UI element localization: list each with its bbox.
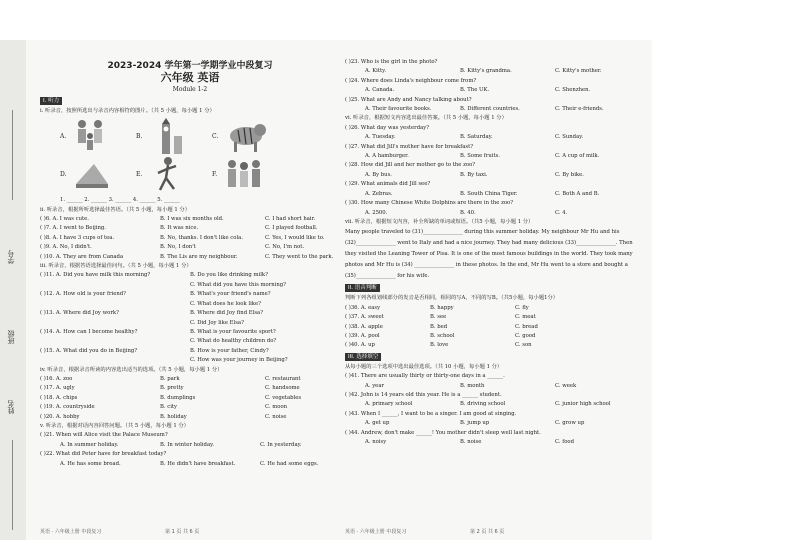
question-row	[345, 133, 645, 142]
answer-option[interactable]	[60, 431, 160, 440]
question-group	[345, 58, 645, 114]
answer-option[interactable]: B. Kitty's grandma.	[460, 68, 512, 75]
question-row	[345, 86, 645, 95]
picture-e	[136, 156, 212, 194]
question-text	[345, 67, 365, 76]
question-text: ( )28. How did Jill and her mother go to the zoo?	[345, 162, 476, 169]
question-text	[345, 105, 365, 114]
exam-grade: 六年级 英语	[160, 71, 220, 85]
question-row	[345, 341, 645, 350]
question-text: ( )7. A. I went to Beijing.	[40, 225, 106, 232]
answer-option[interactable]: B. By taxi.	[460, 171, 488, 178]
answer-option[interactable]: A. Canada.	[365, 87, 395, 94]
footer-left-page: 第 1 页 共 6 页	[165, 529, 200, 535]
answer-option[interactable]: B. In winter holiday.	[160, 441, 215, 448]
answer-option[interactable]: C. I played football.	[265, 225, 318, 232]
answer-option[interactable]: C. Did Joy like Elsa?	[190, 319, 244, 326]
answer-option[interactable]: C. Their e-friends.	[555, 106, 604, 113]
question-text	[345, 400, 365, 409]
instruction-part-ii: ii. 听录音，根据所听选择最佳答语。（共 5 小题，每小题 1 分）	[40, 206, 191, 213]
instruction-part-vii: vii. 听录音，根据短文内容，补全所缺的单词或短语。（共5 小题，每小题 1 分）	[345, 218, 534, 225]
question-row	[40, 290, 370, 299]
question-text: ( )42. John is 14 years old this year. He is a ______ student.	[345, 391, 502, 398]
section-listening: I. 听力	[40, 97, 62, 105]
question-row	[345, 332, 645, 341]
answer-option[interactable]: B. No, thanks. I don't like cola.	[160, 234, 243, 241]
question-text: ( )11. A. Did you have milk this morning?	[40, 272, 151, 279]
question-row	[345, 313, 645, 322]
question-row	[40, 460, 370, 469]
answer-option[interactable]: C. moon	[265, 404, 288, 411]
answer-option[interactable]: B. driving school	[460, 401, 506, 408]
answer-option[interactable]	[160, 450, 260, 459]
answer-option[interactable]: B. month	[460, 382, 485, 389]
question-row	[40, 309, 370, 318]
question-row	[345, 391, 645, 400]
question-row	[345, 410, 645, 419]
question-text	[40, 356, 190, 365]
answer-option[interactable]: B. Where did Joy find Elsa?	[190, 310, 264, 317]
answer-option[interactable]: C. 4.	[555, 209, 568, 216]
answer-option[interactable]: C. What do healthy children do?	[190, 338, 277, 345]
question-row	[40, 281, 370, 290]
question-group	[40, 215, 370, 262]
answer-option[interactable]: B. school	[430, 332, 455, 339]
question-text: ( )24. Where does Linda's neighbour come from?	[345, 77, 477, 84]
picture-letter: D.	[60, 171, 67, 179]
answer-option[interactable]: B. 40.	[460, 209, 476, 216]
question-row	[40, 384, 370, 393]
question-text: ( )10. A. They are from Canada	[40, 253, 124, 260]
answer-option[interactable]: C. Both A and B.	[555, 190, 600, 197]
answer-option[interactable]: A. Their favourite books.	[365, 106, 432, 113]
answer-option[interactable]: B. No, I don't	[160, 244, 196, 251]
answer-option[interactable]: C. By bike.	[555, 171, 584, 178]
question-text: ( )9. A. No, I didn't.	[40, 244, 92, 251]
answer-option[interactable]: B. pretty	[160, 385, 184, 392]
answer-option[interactable]: B. happy	[430, 304, 454, 311]
answer-option[interactable]: B. bed	[430, 323, 448, 330]
question-text: ( )6. A. I was cute.	[40, 216, 89, 223]
question-row	[345, 400, 645, 409]
instruction-phonetics: 判断下列各组划线部分的发音是否相同，相同的写A，不同的写B。（共5小题，每小题1分）	[345, 295, 559, 302]
question-row	[40, 356, 370, 365]
answer-blanks[interactable]: 1. ______ 2. ______ 3. ______ 4. ______ 5. ______	[60, 197, 180, 204]
answer-option[interactable]: C. noise	[265, 413, 287, 420]
answer-option[interactable]: B. He didn't have breakfast.	[160, 460, 236, 467]
question-text	[345, 382, 365, 391]
question-row	[345, 372, 645, 381]
question-text: ( )40. A. up	[345, 342, 375, 349]
question-text: ( )8. A. I have 3 cups of tea.	[40, 234, 115, 241]
answer-option[interactable]: B. city	[160, 404, 178, 411]
question-text	[40, 300, 190, 309]
question-text: ( )16. A. zoo	[40, 375, 73, 382]
answer-option[interactable]: C. How was your journey in Beijing?	[190, 357, 288, 364]
running-boy-icon	[148, 156, 188, 192]
binding-margin	[0, 40, 26, 540]
answer-option[interactable]: C. A cup of milk.	[555, 153, 600, 160]
question-row	[345, 323, 645, 332]
question-row	[40, 403, 370, 412]
answer-option[interactable]: A. get up	[365, 420, 390, 427]
question-text	[40, 460, 60, 469]
question-text: ( )15. A. What did you do in Beijing?	[40, 347, 138, 354]
children-group-icon	[224, 156, 264, 192]
answer-option[interactable]: B. I was six months old.	[160, 216, 224, 223]
question-row	[40, 413, 370, 422]
question-text: ( )19. A. countryside	[40, 404, 95, 411]
question-row	[345, 143, 645, 152]
question-row	[40, 271, 370, 280]
question-row	[40, 215, 370, 224]
question-row	[345, 382, 645, 391]
footer-right: 英语 · 六年级上册 中段复习	[345, 529, 407, 535]
answer-option[interactable]: C. handsome	[265, 385, 300, 392]
cloze-passage: Many people traveled to (31)_______________ during this summer holiday. My neighbour Mr Hu and his (32)_______________ went to Italy and had a nice journey. They had many delicious (33)_______________. Then they visited the Leaning Tower of Pisa. It is one of the most famous buildings in the world. They took many photos and Mr Hu is (34) _______________ in these photos. In the end, Mr Hu went to a store and bought a (35)_______________ for his wife.	[345, 229, 633, 280]
question-row	[40, 328, 370, 337]
answer-option[interactable]: C. No, I'm not.	[265, 244, 305, 251]
answer-option[interactable]: A. Tuesday.	[365, 134, 396, 141]
answer-option[interactable]: A. In summer holiday.	[60, 441, 119, 448]
answer-option[interactable]: A. year	[365, 382, 385, 389]
instruction-multiple-choice: 从每小题的三个选项中选出最佳选项。（共 10 小题，每小题 1 分）	[345, 363, 503, 370]
question-row	[345, 304, 645, 313]
question-row	[345, 152, 645, 161]
question-text	[345, 152, 365, 161]
question-text	[345, 171, 365, 180]
answer-option[interactable]: C. vegetables	[265, 394, 302, 401]
instruction-part-v: v. 听录音，根据对话内容回答问题。（共 5 小题，每小题 1 分）	[40, 422, 189, 429]
answer-option[interactable]: C. son	[515, 342, 532, 349]
question-text	[345, 209, 365, 218]
question-text: ( )43. When I ______, I want to be a singer. I am good at singing.	[345, 410, 517, 417]
question-row	[40, 394, 370, 403]
question-text: ( )12. A. How old is your friend?	[40, 291, 126, 298]
binding-line	[12, 440, 13, 530]
sandwich-icon	[72, 156, 112, 192]
section-multiple-choice: III. 选择填空	[345, 353, 381, 361]
question-text	[345, 419, 365, 428]
question-text: ( )18. A. chips	[40, 394, 78, 401]
instruction-part-i: i. 听录音，按照所选出与录音内容相符的图片。（共 5 小题，每小题 1 分）	[40, 107, 215, 114]
answer-option[interactable]: B. Saturday.	[460, 134, 493, 141]
answer-option[interactable]: C. He had some eggs.	[260, 460, 319, 467]
answer-option[interactable]: B. The Lis are my neighbour.	[160, 253, 238, 260]
answer-option[interactable]: B. South China Tiger.	[460, 190, 518, 197]
answer-option[interactable]: B. jump up	[460, 420, 490, 427]
answer-option[interactable]: B. Different countries.	[460, 106, 520, 113]
picture-grid	[60, 118, 290, 194]
answer-option[interactable]: C. good	[515, 332, 536, 339]
question-text: ( )20. A. hobby	[40, 413, 80, 420]
question-row	[345, 77, 645, 86]
footer-right-page: 第 2 页 共 6 页	[470, 529, 505, 535]
question-group	[40, 271, 370, 365]
question-row	[345, 190, 645, 199]
answer-option[interactable]: B. It was nice.	[160, 225, 199, 232]
answer-option[interactable]: A. He has some bread.	[60, 460, 121, 467]
picture-c	[212, 118, 288, 156]
answer-option[interactable]: B. The UK.	[460, 87, 490, 94]
answer-option[interactable]: C. What did you have this morning?	[190, 281, 287, 288]
instruction-part-iv: iv. 听录音，根据录音所读的内容选出适当的选项。（共 5 小题，每小题 1 分）	[40, 366, 223, 373]
question-group	[345, 124, 645, 218]
answer-option[interactable]: B. What's your friend's name?	[190, 291, 271, 298]
answer-option[interactable]: B. dumplings	[160, 394, 196, 401]
question-text: ( )13. A. Where did Joy work?	[40, 310, 119, 317]
family-icon	[72, 118, 112, 154]
big-ben-icon	[148, 118, 188, 154]
question-text	[345, 86, 365, 95]
answer-option[interactable]: B. see	[430, 314, 447, 321]
answer-option[interactable]: C. junior high school	[555, 401, 611, 408]
question-text: ( )39. A. pool	[345, 332, 380, 339]
answer-option[interactable]: A. primary school	[365, 401, 413, 408]
binding-label-name: 姓名	[7, 400, 15, 414]
question-row	[345, 58, 645, 67]
question-row	[40, 234, 370, 243]
answer-option[interactable]: B. park	[160, 375, 180, 382]
question-row	[40, 224, 370, 233]
question-row	[40, 375, 370, 384]
question-row	[345, 161, 645, 170]
binding-label-class: 班级	[7, 330, 15, 344]
question-row	[40, 319, 370, 328]
question-text	[40, 337, 190, 346]
picture-letter: E.	[136, 171, 143, 179]
question-text	[40, 281, 190, 290]
picture-letter: F.	[212, 171, 218, 179]
instruction-part-iii: iii. 听录音，根据答语选择最佳问句。（共 5 小题，每小题 1 分）	[40, 263, 192, 270]
answer-option[interactable]	[60, 450, 160, 459]
question-text: ( )25. What are Andy and Nancy talking about?	[345, 96, 472, 103]
question-row	[345, 209, 645, 218]
question-text: ( )29. What animals did Jill see?	[345, 181, 431, 188]
answer-option[interactable]: C. bread	[515, 323, 538, 330]
question-text: ( )23. Who is the girl in the photo?	[345, 59, 438, 65]
right-column	[345, 58, 645, 447]
binding-line	[12, 110, 13, 200]
picture-f	[212, 156, 288, 194]
question-text: ( )17. A. ugly	[40, 385, 75, 392]
answer-option[interactable]: A. 2500.	[365, 209, 388, 216]
answer-option[interactable]: C. Kitty's mother.	[555, 68, 602, 75]
question-text	[345, 438, 365, 447]
question-text: ( )21. When will Alice visit the Palace Museum?	[40, 432, 168, 439]
answer-option[interactable]: A. A hamburger.	[365, 153, 409, 160]
picture-letter: B.	[136, 133, 143, 141]
question-text	[40, 319, 190, 328]
answer-option[interactable]: C. restaurant	[265, 375, 301, 382]
answer-option[interactable]: C. In yesterday.	[260, 441, 302, 448]
answer-option[interactable]: A. By bus.	[365, 171, 392, 178]
answer-option[interactable]: C. Yes, I would like to.	[265, 234, 325, 241]
question-row	[345, 96, 645, 105]
answer-option[interactable]: C. meat	[515, 314, 536, 321]
question-row	[345, 124, 645, 133]
question-row	[345, 171, 645, 180]
footer-left: 英语 · 六年级上册 中段复习	[40, 529, 102, 535]
question-row	[40, 450, 370, 459]
question-row	[40, 253, 370, 262]
question-text	[40, 441, 60, 450]
answer-option[interactable]: B. holiday	[160, 413, 187, 420]
question-text: ( )14. A. How can I become healthy?	[40, 328, 138, 335]
question-text: ( )37. A. sweet	[345, 314, 384, 321]
answer-option[interactable]: C. week	[555, 382, 577, 389]
answer-option[interactable]: C. Sunday.	[555, 134, 584, 141]
question-text: ( )27. What did Jill's mother have for breakfast?	[345, 143, 474, 150]
answer-option[interactable]: C. food	[555, 439, 574, 445]
question-text: ( )41. There are usually thirty or thirty-one days in a ______.	[345, 373, 505, 380]
picture-letter: A.	[60, 133, 67, 141]
question-row	[40, 337, 370, 346]
binding-label-number: 学号	[7, 250, 15, 264]
answer-option[interactable]: C. I had short hair.	[265, 216, 316, 223]
exam-title: 2023-2024 学年第一学期学业中段复习	[107, 61, 273, 71]
question-row	[40, 243, 370, 252]
answer-option[interactable]: C. They went to the park.	[265, 253, 334, 260]
answer-option[interactable]: C. grow up	[555, 420, 585, 427]
answer-option[interactable]: B. Do you like drinking milk?	[190, 272, 268, 279]
question-row	[345, 429, 645, 438]
instruction-part-vi: vi. 听录音，根据短文内容选出最佳答案。（共 5 小题，每小题 1 分）	[345, 115, 507, 122]
answer-option[interactable]: A. noisy	[365, 439, 387, 445]
question-text: ( )30. How many Chinese White Dolphins are there in the zoo?	[345, 200, 514, 207]
answer-option[interactable]: B. What is your favourite sport?	[190, 328, 276, 335]
question-text	[345, 133, 365, 142]
answer-option[interactable]: C. Shenzhen.	[555, 87, 591, 94]
question-text: ( )26. What day was yesterday?	[345, 124, 430, 131]
question-row	[345, 419, 645, 428]
section-phonetics: II. 语音判断	[345, 284, 380, 292]
picture-letter: C.	[212, 133, 219, 141]
picture-d	[60, 156, 136, 194]
answer-option[interactable]: A. Kitty.	[365, 68, 387, 75]
exam-module: Module 1-2	[172, 86, 208, 94]
question-text	[345, 190, 365, 199]
answer-option[interactable]: B. noise	[460, 439, 482, 445]
answer-option[interactable]: C. What does he look like?	[190, 300, 261, 307]
question-row	[40, 441, 370, 450]
answer-option[interactable]: B. Some fruits.	[460, 153, 501, 160]
picture-b	[136, 118, 212, 156]
question-row	[345, 67, 645, 76]
question-text: ( )38. A. apple	[345, 323, 383, 330]
question-row	[345, 180, 645, 189]
picture-a	[60, 118, 136, 156]
question-text: ( )44. Andrew, don't make ______! You mother didn't sleep well last night.	[345, 429, 541, 436]
question-group	[345, 304, 645, 351]
question-row	[345, 105, 645, 114]
answer-option[interactable]: C. fly	[515, 304, 529, 311]
answer-option[interactable]: B. How is your father, Cindy?	[190, 347, 269, 354]
tiger-icon	[224, 118, 268, 154]
question-row	[345, 438, 645, 447]
question-text: ( )36. A. easy	[345, 304, 381, 311]
question-row	[345, 199, 645, 208]
question-row	[40, 300, 370, 309]
answer-option[interactable]: B. love	[430, 342, 449, 349]
answer-option[interactable]	[160, 431, 260, 440]
question-row	[40, 347, 370, 356]
question-group	[345, 372, 645, 447]
question-text: ( )22. What did Peter have for breakfast today?	[40, 451, 167, 458]
answer-option[interactable]: A. Zebras.	[365, 190, 393, 197]
